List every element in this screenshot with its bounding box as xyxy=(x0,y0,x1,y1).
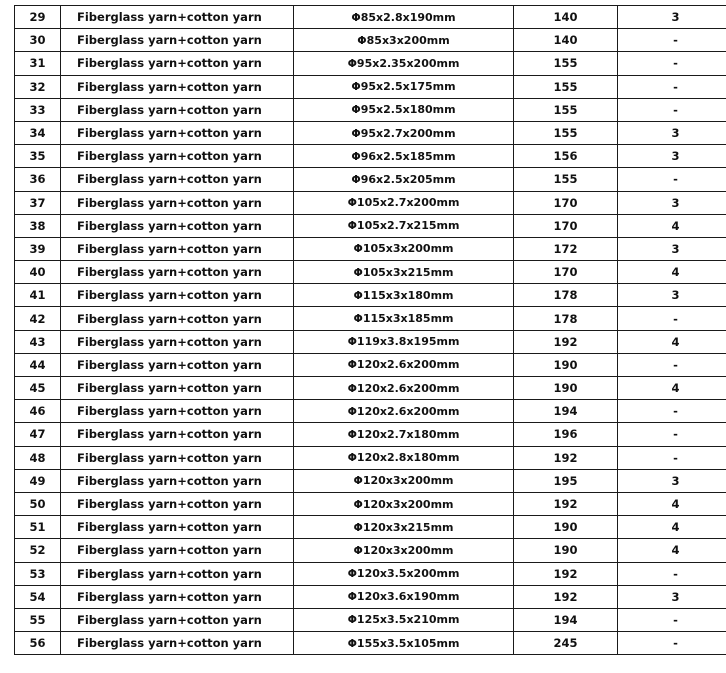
material-cell: Fiberglass yarn+cotton yarn xyxy=(61,6,294,29)
weight-cell: 170 xyxy=(514,261,618,284)
weight-cell: 190 xyxy=(514,377,618,400)
material-cell: Fiberglass yarn+cotton yarn xyxy=(61,608,294,631)
material-cell: Fiberglass yarn+cotton yarn xyxy=(61,469,294,492)
size-cell: Φ85x3x200mm xyxy=(294,29,514,52)
size-cell: Φ120x2.6x200mm xyxy=(294,377,514,400)
row-number-cell: 41 xyxy=(15,284,61,307)
weight-cell: 155 xyxy=(514,75,618,98)
product-spec-table xyxy=(14,5,726,655)
table-row xyxy=(15,562,726,585)
weight-cell: 194 xyxy=(514,608,618,631)
material-cell: Fiberglass yarn+cotton yarn xyxy=(61,98,294,121)
quantity-cell: 3 xyxy=(618,121,726,144)
size-cell: Φ120x3x200mm xyxy=(294,469,514,492)
row-number-cell: 36 xyxy=(15,168,61,191)
material-cell: Fiberglass yarn+cotton yarn xyxy=(61,237,294,260)
weight-cell: 192 xyxy=(514,330,618,353)
row-number-cell: 54 xyxy=(15,585,61,608)
table-row xyxy=(15,307,726,330)
table-row xyxy=(15,330,726,353)
weight-cell: 155 xyxy=(514,52,618,75)
material-cell: Fiberglass yarn+cotton yarn xyxy=(61,145,294,168)
row-number-cell: 33 xyxy=(15,98,61,121)
weight-cell: 192 xyxy=(514,562,618,585)
quantity-cell: 4 xyxy=(618,330,726,353)
table-row xyxy=(15,446,726,469)
material-cell: Fiberglass yarn+cotton yarn xyxy=(61,330,294,353)
quantity-cell: 3 xyxy=(618,469,726,492)
table-row xyxy=(15,237,726,260)
table-row xyxy=(15,145,726,168)
quantity-cell: 4 xyxy=(618,539,726,562)
size-cell: Φ95x2.5x175mm xyxy=(294,75,514,98)
row-number-cell: 47 xyxy=(15,423,61,446)
size-cell: Φ115x3x180mm xyxy=(294,284,514,307)
material-cell: Fiberglass yarn+cotton yarn xyxy=(61,29,294,52)
size-cell: Φ120x3.5x200mm xyxy=(294,562,514,585)
row-number-cell: 39 xyxy=(15,237,61,260)
quantity-cell: - xyxy=(618,168,726,191)
table-row xyxy=(15,52,726,75)
row-number-cell: 48 xyxy=(15,446,61,469)
weight-cell: 190 xyxy=(514,516,618,539)
weight-cell: 155 xyxy=(514,121,618,144)
row-number-cell: 42 xyxy=(15,307,61,330)
material-cell: Fiberglass yarn+cotton yarn xyxy=(61,377,294,400)
quantity-cell: - xyxy=(618,608,726,631)
weight-cell: 140 xyxy=(514,29,618,52)
weight-cell: 190 xyxy=(514,539,618,562)
row-number-cell: 29 xyxy=(15,6,61,29)
weight-cell: 194 xyxy=(514,400,618,423)
table-row xyxy=(15,377,726,400)
row-number-cell: 35 xyxy=(15,145,61,168)
table-row xyxy=(15,75,726,98)
quantity-cell: - xyxy=(618,562,726,585)
weight-cell: 192 xyxy=(514,446,618,469)
table-row xyxy=(15,98,726,121)
size-cell: Φ155x3.5x105mm xyxy=(294,632,514,655)
table-row xyxy=(15,29,726,52)
weight-cell: 156 xyxy=(514,145,618,168)
table-row xyxy=(15,284,726,307)
table-body xyxy=(15,6,726,655)
size-cell: Φ125x3.5x210mm xyxy=(294,608,514,631)
material-cell: Fiberglass yarn+cotton yarn xyxy=(61,492,294,515)
table-row xyxy=(15,353,726,376)
table-row xyxy=(15,261,726,284)
size-cell: Φ95x2.7x200mm xyxy=(294,121,514,144)
material-cell: Fiberglass yarn+cotton yarn xyxy=(61,284,294,307)
size-cell: Φ85x2.8x190mm xyxy=(294,6,514,29)
quantity-cell: 4 xyxy=(618,492,726,515)
row-number-cell: 52 xyxy=(15,539,61,562)
quantity-cell: - xyxy=(618,75,726,98)
size-cell: Φ95x2.35x200mm xyxy=(294,52,514,75)
material-cell: Fiberglass yarn+cotton yarn xyxy=(61,562,294,585)
weight-cell: 155 xyxy=(514,168,618,191)
quantity-cell: - xyxy=(618,446,726,469)
size-cell: Φ120x2.7x180mm xyxy=(294,423,514,446)
table-row xyxy=(15,191,726,214)
size-cell: Φ120x3x200mm xyxy=(294,492,514,515)
material-cell: Fiberglass yarn+cotton yarn xyxy=(61,585,294,608)
quantity-cell: - xyxy=(618,353,726,376)
quantity-cell: 4 xyxy=(618,214,726,237)
size-cell: Φ115x3x185mm xyxy=(294,307,514,330)
row-number-cell: 30 xyxy=(15,29,61,52)
weight-cell: 170 xyxy=(514,214,618,237)
size-cell: Φ105x3x215mm xyxy=(294,261,514,284)
material-cell: Fiberglass yarn+cotton yarn xyxy=(61,168,294,191)
row-number-cell: 32 xyxy=(15,75,61,98)
weight-cell: 192 xyxy=(514,492,618,515)
size-cell: Φ119x3.8x195mm xyxy=(294,330,514,353)
material-cell: Fiberglass yarn+cotton yarn xyxy=(61,516,294,539)
table-row xyxy=(15,121,726,144)
row-number-cell: 56 xyxy=(15,632,61,655)
material-cell: Fiberglass yarn+cotton yarn xyxy=(61,423,294,446)
size-cell: Φ105x3x200mm xyxy=(294,237,514,260)
size-cell: Φ120x2.6x200mm xyxy=(294,353,514,376)
material-cell: Fiberglass yarn+cotton yarn xyxy=(61,539,294,562)
row-number-cell: 49 xyxy=(15,469,61,492)
row-number-cell: 31 xyxy=(15,52,61,75)
quantity-cell: 3 xyxy=(618,284,726,307)
row-number-cell: 34 xyxy=(15,121,61,144)
row-number-cell: 55 xyxy=(15,608,61,631)
table-row xyxy=(15,168,726,191)
table-row xyxy=(15,585,726,608)
row-number-cell: 44 xyxy=(15,353,61,376)
table-row xyxy=(15,400,726,423)
quantity-cell: 4 xyxy=(618,516,726,539)
row-number-cell: 50 xyxy=(15,492,61,515)
quantity-cell: - xyxy=(618,632,726,655)
quantity-cell: 3 xyxy=(618,191,726,214)
weight-cell: 190 xyxy=(514,353,618,376)
table-row xyxy=(15,423,726,446)
material-cell: Fiberglass yarn+cotton yarn xyxy=(61,632,294,655)
size-cell: Φ96x2.5x205mm xyxy=(294,168,514,191)
material-cell: Fiberglass yarn+cotton yarn xyxy=(61,400,294,423)
weight-cell: 140 xyxy=(514,6,618,29)
quantity-cell: 3 xyxy=(618,6,726,29)
quantity-cell: 4 xyxy=(618,377,726,400)
row-number-cell: 43 xyxy=(15,330,61,353)
size-cell: Φ105x2.7x215mm xyxy=(294,214,514,237)
quantity-cell: 3 xyxy=(618,585,726,608)
quantity-cell: 4 xyxy=(618,261,726,284)
row-number-cell: 40 xyxy=(15,261,61,284)
size-cell: Φ96x2.5x185mm xyxy=(294,145,514,168)
quantity-cell: 3 xyxy=(618,145,726,168)
material-cell: Fiberglass yarn+cotton yarn xyxy=(61,214,294,237)
quantity-cell: - xyxy=(618,400,726,423)
table-row xyxy=(15,492,726,515)
material-cell: Fiberglass yarn+cotton yarn xyxy=(61,121,294,144)
table-row xyxy=(15,6,726,29)
material-cell: Fiberglass yarn+cotton yarn xyxy=(61,446,294,469)
quantity-cell: 3 xyxy=(618,237,726,260)
size-cell: Φ95x2.5x180mm xyxy=(294,98,514,121)
weight-cell: 170 xyxy=(514,191,618,214)
weight-cell: 196 xyxy=(514,423,618,446)
size-cell: Φ120x3x200mm xyxy=(294,539,514,562)
material-cell: Fiberglass yarn+cotton yarn xyxy=(61,75,294,98)
table-row xyxy=(15,608,726,631)
material-cell: Fiberglass yarn+cotton yarn xyxy=(61,261,294,284)
row-number-cell: 51 xyxy=(15,516,61,539)
size-cell: Φ105x2.7x200mm xyxy=(294,191,514,214)
table-row xyxy=(15,632,726,655)
weight-cell: 245 xyxy=(514,632,618,655)
table-row xyxy=(15,469,726,492)
row-number-cell: 45 xyxy=(15,377,61,400)
row-number-cell: 53 xyxy=(15,562,61,585)
material-cell: Fiberglass yarn+cotton yarn xyxy=(61,191,294,214)
quantity-cell: - xyxy=(618,98,726,121)
weight-cell: 192 xyxy=(514,585,618,608)
size-cell: Φ120x2.8x180mm xyxy=(294,446,514,469)
quantity-cell: - xyxy=(618,423,726,446)
weight-cell: 155 xyxy=(514,98,618,121)
row-number-cell: 46 xyxy=(15,400,61,423)
material-cell: Fiberglass yarn+cotton yarn xyxy=(61,52,294,75)
table-row xyxy=(15,539,726,562)
material-cell: Fiberglass yarn+cotton yarn xyxy=(61,353,294,376)
quantity-cell: - xyxy=(618,52,726,75)
material-cell: Fiberglass yarn+cotton yarn xyxy=(61,307,294,330)
size-cell: Φ120x3x215mm xyxy=(294,516,514,539)
weight-cell: 195 xyxy=(514,469,618,492)
quantity-cell: - xyxy=(618,29,726,52)
size-cell: Φ120x2.6x200mm xyxy=(294,400,514,423)
table-row xyxy=(15,516,726,539)
row-number-cell: 38 xyxy=(15,214,61,237)
row-number-cell: 37 xyxy=(15,191,61,214)
weight-cell: 178 xyxy=(514,284,618,307)
weight-cell: 178 xyxy=(514,307,618,330)
quantity-cell: - xyxy=(618,307,726,330)
table-row xyxy=(15,214,726,237)
weight-cell: 172 xyxy=(514,237,618,260)
size-cell: Φ120x3.6x190mm xyxy=(294,585,514,608)
